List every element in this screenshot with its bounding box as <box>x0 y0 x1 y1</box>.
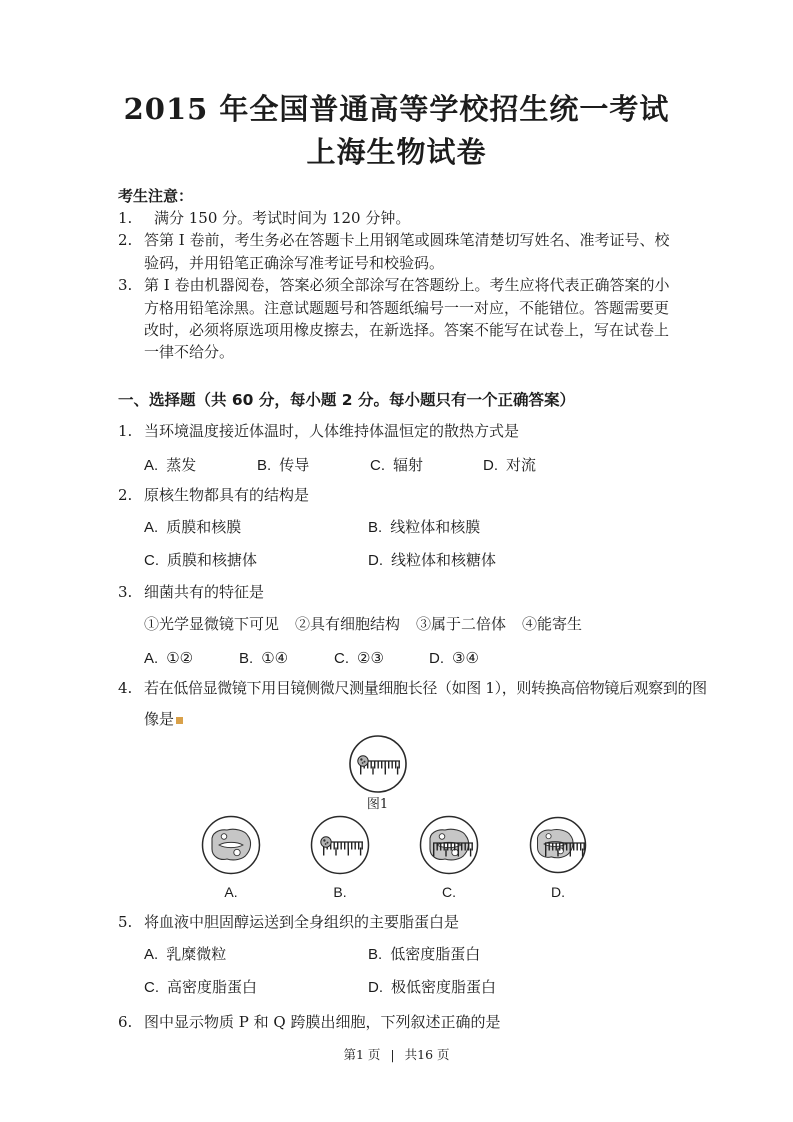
option-label: A. <box>144 649 159 667</box>
notice-heading: 考生注意： <box>118 187 194 205</box>
question-stem: 原核生物都具有的结构是 <box>144 485 310 504</box>
option-label: A. <box>144 518 159 536</box>
option-label: D. <box>483 456 498 474</box>
cell-only-icon <box>199 813 263 877</box>
option-b <box>257 455 370 476</box>
question-stem: 将血液中胆固醇运送到全身组织的主要脂蛋白是 <box>144 912 460 931</box>
notice-item-number: 2. <box>118 231 133 250</box>
option-text: ②③ <box>357 648 384 667</box>
question-body <box>144 1012 675 1033</box>
section-header: 一、选择题（共 60 分，每小题 2 分。每小题只有一个正确答案） <box>118 390 575 409</box>
option-text: 低密度脂蛋白 <box>390 944 481 963</box>
option-label: B. <box>257 456 272 474</box>
figure-1-label: 图1 <box>366 796 389 812</box>
question-stem: 细菌共有的特征是 <box>144 582 265 601</box>
option-text: 对流 <box>506 455 537 474</box>
image-option-label: D. <box>551 883 565 900</box>
option-label: A. <box>144 456 159 474</box>
question-5 <box>118 912 675 998</box>
question-3 <box>118 582 675 669</box>
option-label: D. <box>368 978 383 996</box>
microscope-field-icon <box>346 732 410 796</box>
option-label: C. <box>144 551 159 569</box>
question-4-image-options <box>118 813 675 900</box>
highlight-marker <box>176 717 183 724</box>
option-text: 辐射 <box>393 455 424 474</box>
figure-1-inner <box>346 732 410 813</box>
option-label: B. <box>368 518 383 536</box>
option-text: ①④ <box>261 648 289 667</box>
question-body <box>144 678 707 730</box>
option-label: C. <box>334 649 349 667</box>
option-d <box>429 648 524 669</box>
option-c <box>334 648 429 669</box>
option-a <box>144 517 368 538</box>
notice-item-number: 1. <box>118 209 133 227</box>
large-cell-offset-ruler-icon <box>526 813 590 877</box>
question-2 <box>118 485 675 571</box>
image-option-label: C. <box>442 883 456 900</box>
notice-item <box>118 274 675 364</box>
option-grid <box>144 944 675 998</box>
option-text: 传导 <box>279 455 310 474</box>
question-stem-line2 <box>144 709 707 730</box>
question-6 <box>118 1012 675 1033</box>
figure-1 <box>118 732 675 813</box>
option-label: C. <box>370 456 385 474</box>
option-d <box>483 455 596 476</box>
option-text: 极低密度脂蛋白 <box>391 977 497 996</box>
question-stem: 图中显示物质 P 和 Q 跨膜出细胞，下列叙述正确的是 <box>144 1012 501 1031</box>
image-option-a <box>196 813 266 900</box>
option-label: A. <box>144 945 159 963</box>
candidate-notice <box>118 185 675 364</box>
option-d <box>368 977 675 998</box>
option-text: 质膜和核膜 <box>166 517 242 536</box>
option-row <box>144 455 675 476</box>
question-number: 5. <box>118 912 133 931</box>
option-b <box>239 648 334 669</box>
option-label: B. <box>239 649 254 667</box>
question-1 <box>118 421 675 476</box>
option-label: D. <box>429 649 444 667</box>
option-b <box>368 517 675 538</box>
stem-text: 像是 <box>144 709 175 728</box>
large-cell-ruler-icon <box>417 813 481 877</box>
statement-2: ②具有细胞结构 <box>295 614 401 633</box>
footer-separator: | <box>390 1047 395 1062</box>
option-grid <box>144 517 675 571</box>
statement-1: ①光学显微镜下可见 <box>144 614 280 633</box>
page-footer <box>0 1045 793 1063</box>
statement-3: ③属于二倍体 <box>416 614 507 633</box>
question-body <box>144 912 675 998</box>
footer-total-pages: 共16 页 <box>404 1047 450 1062</box>
option-label: C. <box>144 978 159 996</box>
option-text: ③④ <box>452 648 479 667</box>
notice-item-text: 第 I 卷由机器阅卷，答案必须全部涂写在答题纷上。考生应将代表正确答案的小方格用铅笔涂黑。注意试题题号和答题纸编号一一对应，不能错位。答题需要更改时，必须将原选项用橡皮擦去，在新选择。答案不能写在试卷上，写在试卷上一律不给分。 <box>144 276 670 362</box>
image-option-label: A. <box>224 883 238 900</box>
image-option-c <box>414 813 484 900</box>
option-label: D. <box>368 551 383 569</box>
image-option-label: B. <box>333 883 347 900</box>
question-body <box>144 421 675 476</box>
question-4 <box>118 678 707 730</box>
question-number: 2. <box>118 485 133 504</box>
question-number: 1. <box>118 421 133 440</box>
option-c <box>144 550 368 571</box>
question-number: 3. <box>118 582 133 601</box>
exam-title-line2: 上海生物试卷 <box>306 135 487 169</box>
question-stem: 当环境温度接近体温时，人体维持体温恒定的散热方式是 <box>144 421 520 440</box>
notice-item <box>118 207 675 229</box>
small-cell-ruler-icon <box>308 813 372 877</box>
exam-title-line1: 2015 年全国普通高等学校招生统一考试 <box>123 92 670 126</box>
option-text: 线粒体和核糖体 <box>391 550 497 569</box>
footer-page-number: 第1 页 <box>343 1047 381 1062</box>
option-text: ①② <box>166 648 194 667</box>
option-c <box>370 455 483 476</box>
image-option-d <box>523 813 593 900</box>
option-text: 质膜和核搪体 <box>167 550 258 569</box>
notice-item-number: 3. <box>118 276 133 295</box>
notice-item-text: 答第 I 卷前，考生务必在答题卡上用钢笔或圆珠笔清楚切写姓名、准考证号、校验码，并用铅笔正确涂写准考证号和校验码。 <box>144 231 670 272</box>
question-number: 4. <box>118 678 133 697</box>
option-d <box>368 550 675 571</box>
option-text: 乳糜微粒 <box>166 944 227 963</box>
image-option-b <box>305 813 375 900</box>
option-text: 蒸发 <box>166 455 197 474</box>
question-stem-line1: 若在低倍显微镜下用目镜侧微尺测量细胞长径（如图 1），则转换高倍物镜后观察到的图 <box>144 678 707 697</box>
option-label: B. <box>368 945 383 963</box>
option-a <box>144 648 239 669</box>
statement-4: ④能寄生 <box>522 614 583 633</box>
option-text: 高密度脂蛋白 <box>167 977 258 996</box>
question-number: 6. <box>118 1012 133 1031</box>
option-row <box>144 648 675 669</box>
option-a <box>144 455 257 476</box>
option-c <box>144 977 368 998</box>
statement-row <box>144 614 675 635</box>
option-text: 线粒体和核膜 <box>390 517 481 536</box>
option-b <box>368 944 675 965</box>
notice-item <box>118 229 675 274</box>
notice-item-text: 满分 150 分。考试时间为 120 分钟。 <box>154 209 411 227</box>
question-body <box>144 582 675 669</box>
question-body <box>144 485 675 571</box>
option-a <box>144 944 368 965</box>
